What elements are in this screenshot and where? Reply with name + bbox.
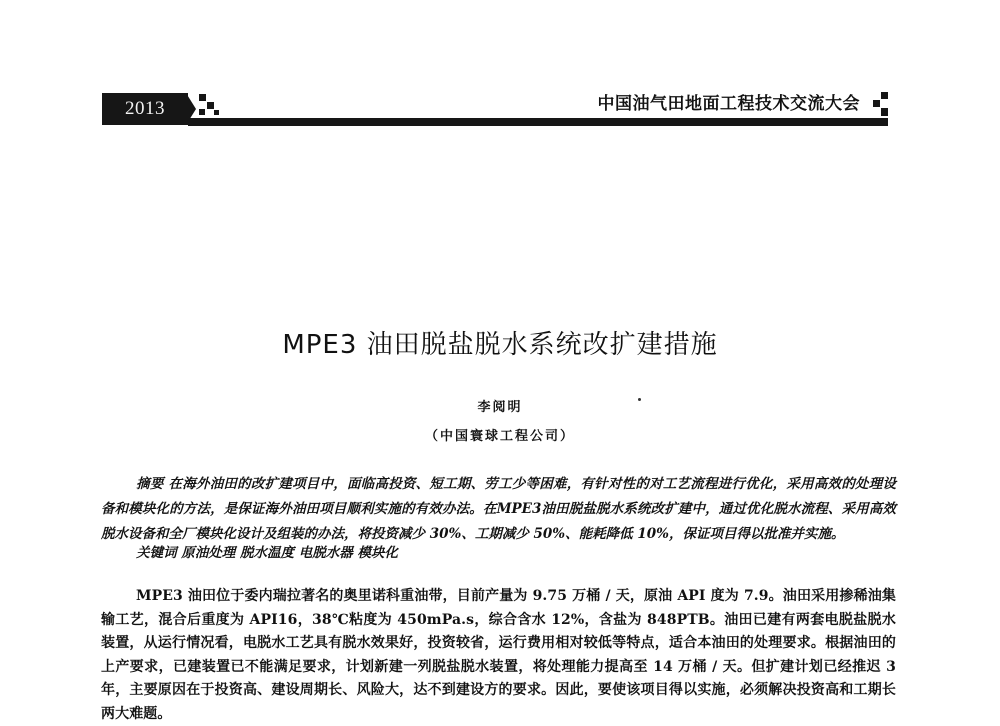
keywords (101, 543, 896, 563)
header-rule (188, 118, 888, 126)
year-label: 2013 (125, 98, 165, 119)
year-badge (102, 93, 188, 125)
abstract-label: 摘要 (136, 476, 164, 492)
paper-title: MPE3 油田脱盐脱水系统改扩建措施 (282, 330, 718, 360)
body-paragraph: MPE3 油田位于委内瑞拉著名的奥里诺科重油带，目前产量为 9.75 万桶 / 天，原油 API 度为 7.9。油田采用掺稀油集输工艺，混合后重度为 API16，38℃粘度为 450mPa.s，综合含水 12%，含盐为 848PTB。油田已建有两套电脱盐脱水装置，从运行情况看，电脱水工艺具有脱水效果好，投资较省，运行费用相对较低等特点，适合本油田的处理要求。根据油田的上产要求，已建装置已不能满足要求，计划新建一列脱盐脱水装置，将处理能力提高至 14 万桶 / 天。但扩建计划已经推迟 3 年，主要原因在于投资高、建设周期长、风险大，达不到建设方的要求。因此，要使该项目得以实施，必须解决投资高和工期长两大难题。 (101, 588, 896, 722)
scan-speck (638, 398, 641, 401)
keywords-label: 关键词 (136, 545, 177, 561)
keywords-text: 原油处理 脱水温度 电脱水器 模块化 (181, 545, 398, 561)
author-affiliation: （中国寰球工程公司） (424, 429, 575, 444)
abstract (101, 472, 896, 547)
abstract-text: 在海外油田的改扩建项目中，面临高投资、短工期、劳工少等困难，有针对性的对工艺流程进行优化，采用高效的处理设备和模块化的方法，是保证海外油田项目顺利实施的有效办法。在MPE3油田脱盐脱水系统改扩建中，通过优化脱水流程、采用高效脱水设备和全厂模块化设计及组装的办法，将投资减少 30%、工期减少 50%、能耗降低 10%，保证项目得以批准并实施。 (101, 476, 897, 542)
author-name: 李阅明 (477, 400, 523, 415)
conference-title: 中国油气田地面工程技术交流大会 (597, 94, 860, 114)
